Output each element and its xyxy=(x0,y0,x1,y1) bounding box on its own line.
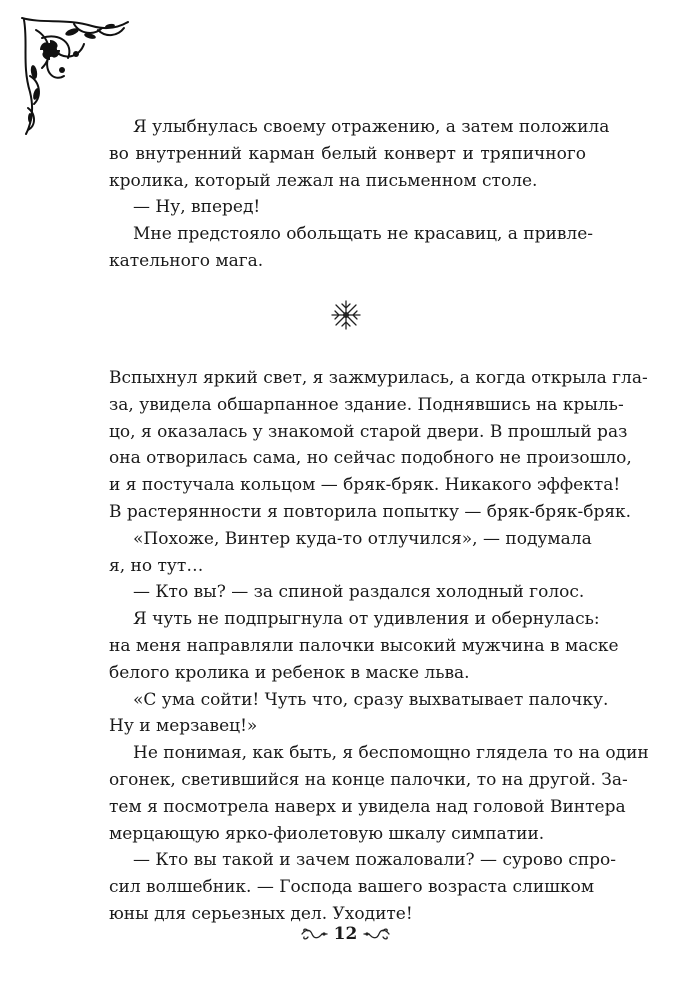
text-line: я, но тут… xyxy=(109,555,204,576)
text-line: Я улыбнулась своему отражению, а затем положила xyxy=(133,117,610,137)
paragraph xyxy=(109,526,592,580)
text-section-1 xyxy=(109,114,610,275)
text-line: сил волшебник. — Господа вашего возраста слишком xyxy=(109,877,595,898)
text-line: и я постучала кольцом — бряк-бряк. Никакого эффекта! xyxy=(109,475,621,496)
text-line: — Кто вы? — за спиной раздался холодный голос. xyxy=(133,582,585,603)
text-line: мерцающую ярко-фиолетовую шкалу симпатии. xyxy=(109,823,545,844)
paragraph xyxy=(109,365,648,526)
text-line: во внутренний карман белый конверт и тряпичного xyxy=(109,143,586,164)
page-number: 12 xyxy=(333,924,358,944)
flourish-right-icon xyxy=(363,927,391,941)
text-line: «Похоже, Винтер куда-то отлучился», — подумала xyxy=(133,528,592,549)
text-section-2 xyxy=(109,365,649,928)
text-line: цо, я оказалась у знакомой старой двери. В прошлый раз xyxy=(109,421,628,442)
paragraph xyxy=(109,740,649,847)
text-line: огонек, светившийся на конце палочки, то на другой. За- xyxy=(109,769,628,790)
text-line: тем я посмотрела наверх и увидела над головой Винтера xyxy=(109,796,626,817)
text-line: кролика, который лежал на письменном столе. xyxy=(109,170,538,191)
text-line: она отворилась сама, но сейчас подобного не произошло, xyxy=(109,448,632,469)
text-line: за, увидела обшарпанное здание. Поднявшись на крыль- xyxy=(109,394,624,415)
text-line: Я чуть не подпрыгнула от удивления и обернулась: xyxy=(133,609,600,630)
text-line: Не понимая, как быть, я беспомощно глядела то на один xyxy=(133,743,649,764)
text-line: — Ну, вперед! xyxy=(133,197,261,218)
paragraph xyxy=(109,847,617,927)
text-line: на меня направляли палочки высокий мужчина в маске xyxy=(109,635,619,656)
paragraph xyxy=(109,194,586,221)
paragraph xyxy=(109,221,594,275)
paragraph xyxy=(109,606,619,686)
text-line: — Кто вы такой и зачем пожаловали? — сурово спро- xyxy=(133,850,617,871)
text-line: В растерянности я повторила попытку — бряк-бряк-бряк. xyxy=(109,501,632,522)
snowflake-divider-icon xyxy=(329,298,363,332)
page-footer xyxy=(0,924,691,945)
text-line: юны для серьезных дел. Уходите! xyxy=(109,903,413,924)
text-line: «С ума сойти! Чуть что, сразу выхватывает палочку. xyxy=(133,689,609,710)
flourish-left-icon xyxy=(300,927,328,941)
text-line: кательного мага. xyxy=(109,250,264,271)
paragraph xyxy=(109,687,609,741)
paragraph xyxy=(109,114,610,194)
text-line: Ну и мерзавец!» xyxy=(109,716,258,737)
paragraph xyxy=(109,579,586,606)
text-line: Мне предстояло обольщать не красавиц, а привле- xyxy=(133,224,594,245)
text-line: Вспыхнул яркий свет, я зажмурилась, а когда открыла гла- xyxy=(109,368,648,388)
text-line: белого кролика и ребенок в маске льва. xyxy=(109,662,470,683)
